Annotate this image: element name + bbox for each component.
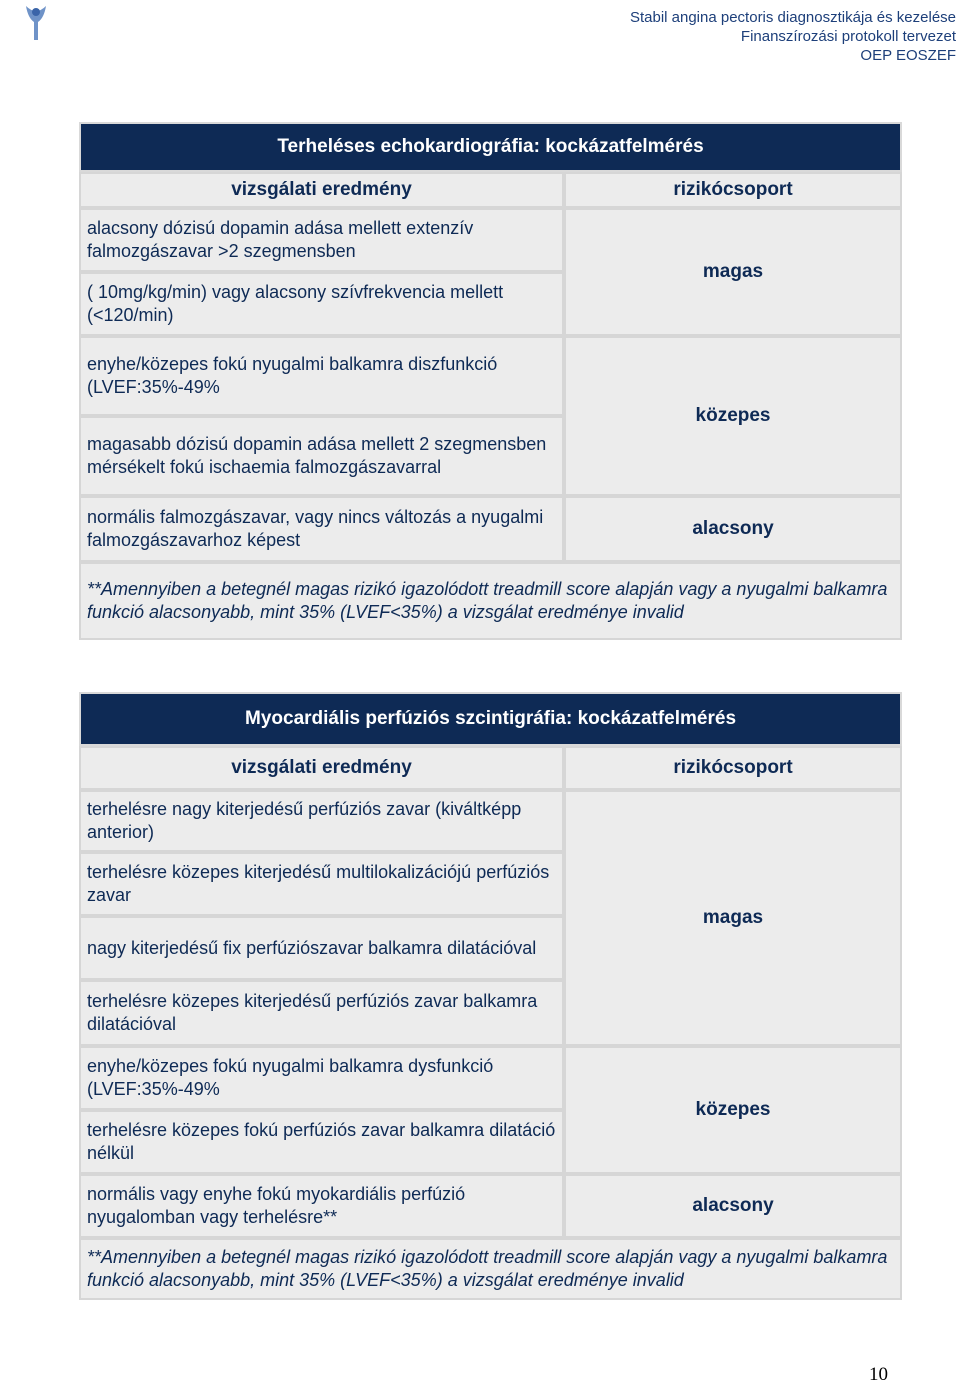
table-title: Terheléses echokardiográfia: kockázatfelmérés xyxy=(79,122,902,172)
table-title: Myocardiális perfúziós szcintigráfia: kockázatfelmérés xyxy=(79,692,902,746)
table-row: terhelésre közepes fokú perfúziós zavar balkamra dilatáció nélkül xyxy=(79,1110,564,1174)
risk-high: magas xyxy=(564,790,902,1046)
document-header xyxy=(630,8,956,65)
table-row: alacsony dózisú dopamin adása mellett extenzív falmozgászavar >2 szegmensben xyxy=(79,208,564,272)
perfusion-risk-table xyxy=(79,692,902,1300)
header-title: Stabil angina pectoris diagnosztikája és kezelése xyxy=(629,9,956,26)
risk-mid: közepes xyxy=(564,336,902,496)
table-row: terhelésre közepes kiterjedésű perfúziós zavar balkamra dilatációval xyxy=(79,980,564,1046)
table-note: **Amennyiben a betegnél magas rizikó igazolódott treadmill score alapján vagy a nyugalmi balkamra funkció alacsonyabb, mint 35% (LVEF<35%) a vizsgálat eredménye invalid xyxy=(79,1238,902,1300)
echo-risk-table xyxy=(79,122,902,640)
risk-mid: közepes xyxy=(564,1046,902,1174)
table-row: enyhe/közepes fokú nyugalmi balkamra dysfunkció (LVEF:35%-49% xyxy=(79,1046,564,1110)
table-row: nagy kiterjedésű fix perfúziószavar balkamra dilatációval xyxy=(79,916,564,980)
logo xyxy=(4,2,68,56)
table-row: terhelésre nagy kiterjedésű perfúziós zavar (kiváltképp anterior) xyxy=(79,790,564,852)
table-row: magasabb dózisú dopamin adása mellett 2 szegmensben mérsékelt fokú ischaemia falmozgászavarral xyxy=(79,416,564,496)
column-header-risk: rizikócsoport xyxy=(564,746,902,790)
column-header-risk: rizikócsoport xyxy=(564,172,902,208)
page-number: 10 xyxy=(869,1364,888,1385)
column-header-result: vizsgálati eredmény xyxy=(79,172,564,208)
table-row: normális vagy enyhe fokú myokardiális perfúzió nyugalomban vagy terhelésre** xyxy=(79,1174,564,1238)
column-header-result: vizsgálati eredmény xyxy=(79,746,564,790)
header-org: OEP EOSZEF xyxy=(860,47,956,64)
logo-emblem-icon xyxy=(4,2,68,42)
table-note: **Amennyiben a betegnél magas rizikó igazolódott treadmill score alapján vagy a nyugalmi balkamra funkció alacsonyabb, mint 35% (LVEF<35%) a vizsgálat eredménye invalid xyxy=(79,562,902,640)
table-row: enyhe/közepes fokú nyugalmi balkamra diszfunkció (LVEF:35%-49% xyxy=(79,336,564,416)
risk-low: alacsony xyxy=(564,1174,902,1238)
risk-high: magas xyxy=(564,208,902,336)
table-row: ( 10mg/kg/min) vagy alacsony szívfrekvencia mellett (<120/min) xyxy=(79,272,564,336)
risk-low: alacsony xyxy=(564,496,902,562)
table-row: normális falmozgászavar, vagy nincs változás a nyugalmi falmozgászavarhoz képest xyxy=(79,496,564,562)
table-row: terhelésre közepes kiterjedésű multilokalizációjú perfúziós zavar xyxy=(79,852,564,916)
header-subtitle: Finanszírozási protokoll tervezet xyxy=(740,28,956,45)
